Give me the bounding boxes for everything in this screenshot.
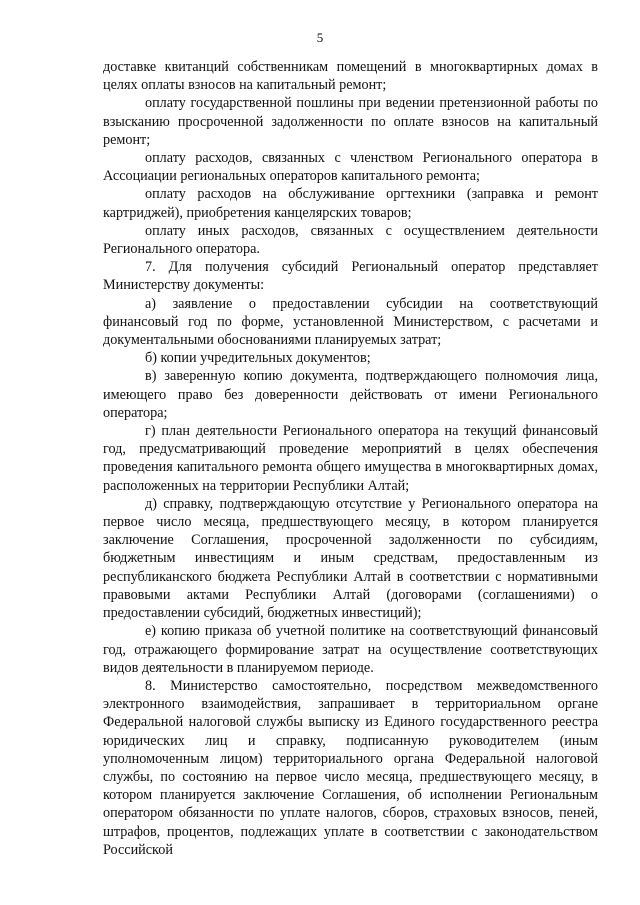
paragraph-office-equipment: оплату расходов на обслуживание оргтехники (заправка и ремонт картриджей), приобретения канцелярских товаров; (103, 186, 598, 221)
paragraph-item-7b: б) копии учредительных документов; (145, 350, 371, 367)
paragraph-item-7g: г) план деятельности Регионального оператора на текущий финансовый год, предусматривающий проведение мероприятий в целях обеспечения проведения капитального ремонта общего имущества в многоквартирных домах, расположенных на территории Республики Алтай; (103, 423, 598, 494)
paragraph-membership: оплату расходов, связанных с членством Регионального оператора в Ассоциации региональных операторов капитального ремонта; (103, 150, 598, 185)
paragraph-item-7v: в) заверенную копию документа, подтверждающего полномочия лица, имеющего право без доверенности действовать от имени Регионального оператора; (103, 368, 598, 421)
document-body (103, 58, 598, 859)
paragraph-item-8: 8. Министерство самостоятельно, посредством межведомственного электронного взаимодействия, запрашивает в территориальном органе Федеральной налоговой службы выписку из Единого государственного реестра юридических лиц и справку, подписанную руководителем (иным уполномоченным лицом) территориального органа Федеральной налоговой службы, по состоянию на первое число месяца, предшествующего месяцу, в котором планируется заключение Соглашения, об исполнении Региональным оператором обязанности по уплате налогов, сборов, страховых взносов, пеней, штрафов, процентов, подлежащих уплате в соответствии с законодательством Российской (103, 677, 598, 858)
paragraph-other-expenses: оплату иных расходов, связанных с осуществлением деятельности Регионального оператора. (103, 222, 598, 258)
paragraph-item-7a: а) заявление о предоставлении субсидии на соответствующий финансовый год по форме, установленной Министерством, с расчетами и документальными обоснованиями планируемых затрат; (103, 295, 598, 349)
paragraph-item-7d: д) справку, подтверждающую отсутствие у Регионального оператора на первое число месяца, предшествующего месяцу, в котором планируется заключение Соглашения, просроченной задолженности по субсидиям, бюджетным инвестициям и иным средствам, предоставленным из республиканского бюджета Республики Алтай в соответствии с нормативными правовыми актами Республики Алтай (договорами (соглашениями) о предоставлении субсидий, бюджетных инвестиций); (103, 495, 598, 622)
paragraph-item-7: 7. Для получения субсидий Региональный оператор представляет Министерству документы: (103, 259, 598, 294)
paragraph-item-7e: е) копию приказа об учетной политике на соответствующий финансовый год, отражающего формирование затрат на осуществление соответствующих видов деятельности в планируемом периоде. (103, 623, 598, 676)
paragraph-state-duty: оплату государственной пошлины при ведении претензионной работы по взысканию просроченной задолженности по оплате взносов на капитальный ремонт; (103, 95, 598, 148)
paragraph-receipt-delivery: доставке квитанций собственникам помещений в многоквартирных домах в целях оплаты взносов на капитальный ремонт; (103, 59, 598, 94)
page-number: 5 (316, 30, 324, 45)
